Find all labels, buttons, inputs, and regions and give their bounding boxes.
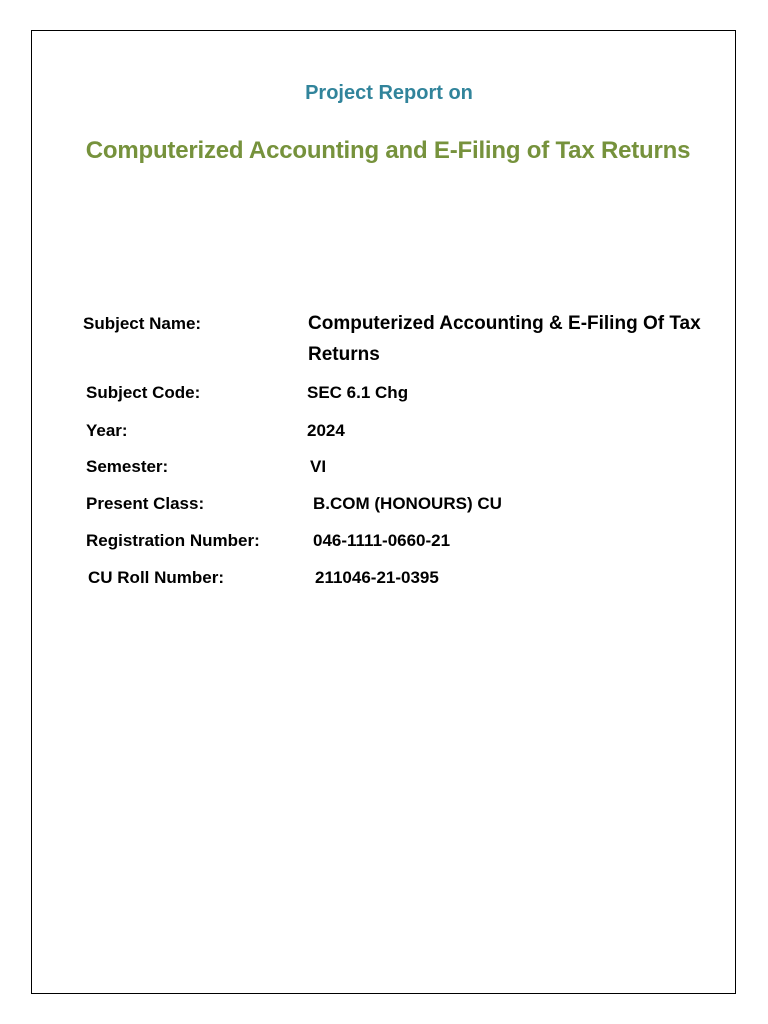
present-class-value: B.COM (HONOURS) CU [313,494,502,513]
subject-name-label: Subject Name: [83,314,202,333]
cu-roll-number-label: CU Roll Number: [88,568,224,587]
subject-code-value: SEC 6.1 Chg [307,383,409,402]
registration-number-value: 046-1111-0660-21 [313,531,451,550]
semester-value: VI [310,457,327,476]
cu-roll-number-value: 211046-21-0395 [315,568,439,587]
semester-label: Semester: [86,457,169,476]
year-label: Year: [86,421,128,440]
report-title: Computerized Accounting and E-Filing of Tax Returns [85,137,691,164]
subject-code-label: Subject Code: [86,383,201,402]
registration-number-label: Registration Number: [86,531,260,550]
report-subtitle: Project Report on [305,82,473,104]
subject-name-value: Computerized Accounting & E-Filing Of Tax Returns [308,313,701,365]
present-class-label: Present Class: [86,494,205,513]
year-value: 2024 [307,421,345,440]
